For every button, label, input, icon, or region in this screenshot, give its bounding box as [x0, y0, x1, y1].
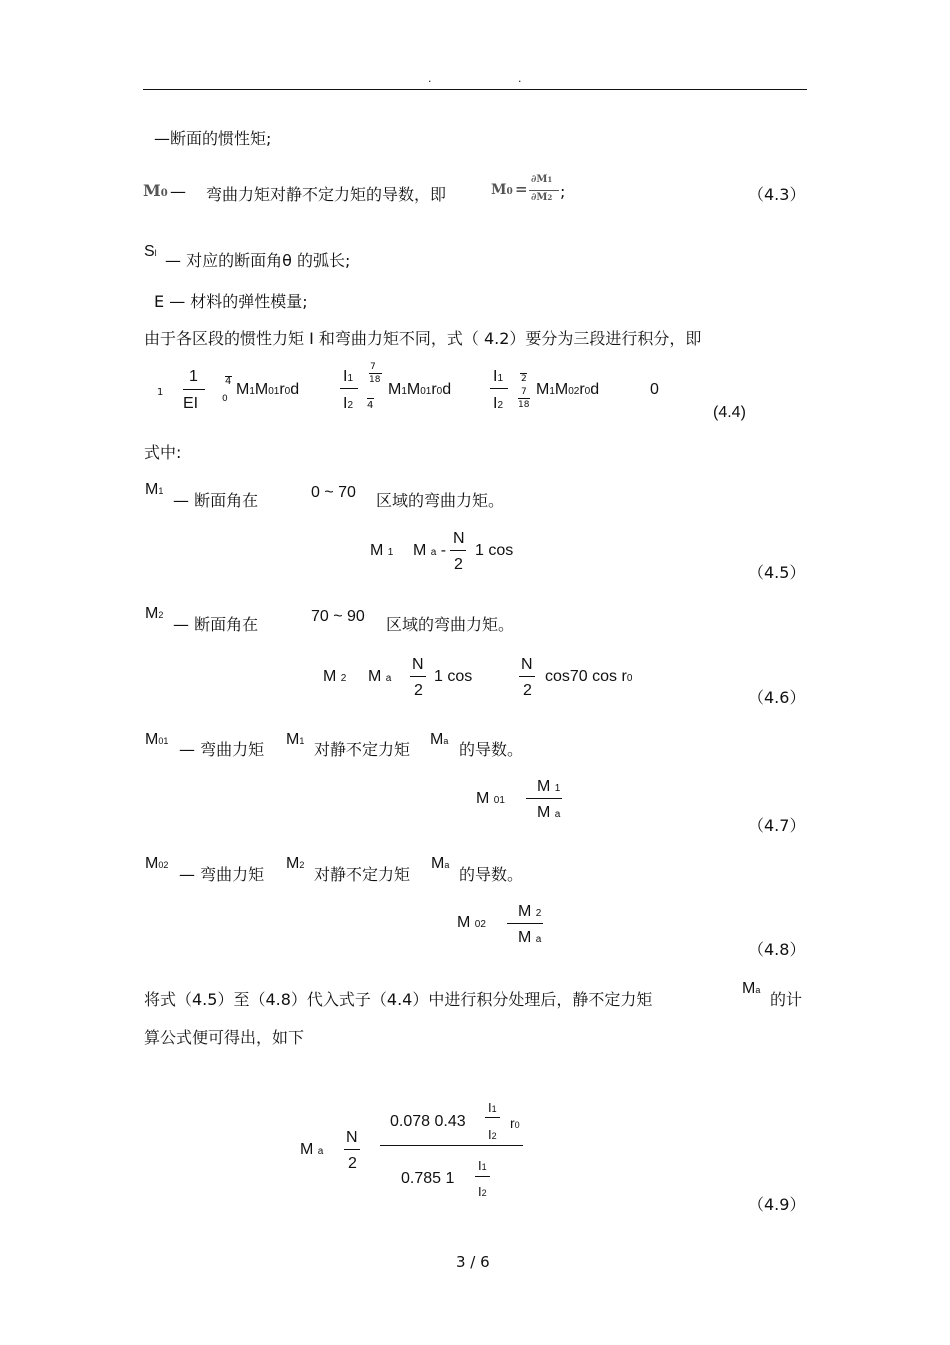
paragraph-2-line1: 将式（4.5）至（4.8）代入式子（4.4）中进行积分处理后，静不定力矩	[144, 990, 653, 1009]
m0-formula: M0 = ∂M1 ∂M2 ;	[491, 174, 566, 203]
m02-tail: 的导数。	[459, 865, 524, 884]
s-desc: — 对应的断面角θ 的弧长;	[165, 251, 351, 270]
paragraph-1: 由于各区段的惯性力矩 I 和弯曲力矩不同，式（ 4.2）要分为三段进行积分，即	[144, 329, 702, 348]
equation-4-4: 1 1 EI 4 0 M1M01r0d I1 I2 7 18 4 M1M01r0d I1 I2 2 7 18 M1M02r0d 0 (4.4)	[157, 362, 746, 421]
eq-number-4-9: （4.9）	[748, 1195, 806, 1214]
equation-4-7: M 01 M 1 M a	[476, 778, 561, 821]
eq-number-4-5: （4.5）	[748, 563, 806, 582]
header-dot: .	[428, 72, 432, 85]
m1-symbol: M1	[145, 481, 164, 498]
m1-range: 0 ~ 70	[311, 484, 356, 501]
paragraph-2-line2: 算公式便可得出，如下	[144, 1028, 305, 1047]
m02-mid: 对静不定力矩	[314, 865, 411, 884]
m0-symbol: M0	[143, 181, 168, 200]
header-dot: .	[518, 72, 522, 85]
equation-4-9: M a N 2 0.078 0.43 I1 I2 r0 0.785 1 I1 I2	[298, 1098, 538, 1208]
m0-dash: —	[170, 182, 186, 201]
m01-tail: 的导数。	[459, 740, 524, 759]
equation-4-8: M 02 M 2 M a	[457, 903, 542, 946]
m1-desc: — 断面角在	[173, 491, 259, 510]
m2-range: 70 ~ 90	[311, 608, 365, 625]
header-rule	[143, 89, 807, 90]
paragraph-2-ma-symbol: Ma	[742, 980, 761, 997]
m01-m1-symbol: M1	[286, 731, 305, 748]
m01-mid: 对静不定力矩	[314, 740, 411, 759]
eq-number-4-6: （4.6）	[748, 688, 806, 707]
m2-symbol: M2	[145, 605, 164, 622]
m01-symbol: M01	[145, 731, 169, 748]
s-symbol: Sl	[144, 243, 157, 260]
inertia-def: —断面的惯性矩;	[154, 129, 272, 148]
m01-ma-symbol: Ma	[430, 731, 449, 748]
m02-m2-symbol: M2	[286, 855, 305, 872]
m1-tail: 区域的弯曲力矩。	[376, 491, 505, 510]
m01-desc: — 弯曲力矩	[179, 740, 265, 759]
e-def: E — 材料的弹性模量;	[154, 292, 308, 311]
m02-symbol: M02	[145, 855, 169, 872]
page-number: 3 / 6	[456, 1253, 490, 1271]
m0-desc: 弯曲力矩对静不定力矩的导数，即	[206, 185, 447, 204]
m2-desc: — 断面角在	[173, 615, 259, 634]
equation-4-6: M 2 M a N 2 1 cos N 2 cos70 cos r0	[323, 656, 633, 699]
m02-ma-symbol: Ma	[431, 855, 450, 872]
paragraph-2-tail: 的计	[770, 990, 803, 1009]
m2-tail: 区域的弯曲力矩。	[386, 615, 515, 634]
m02-desc: — 弯曲力矩	[179, 865, 265, 884]
equation-4-5: M 1 M a - N 2 1 cos	[370, 530, 514, 573]
eq-number-4-8: （4.8）	[748, 940, 806, 959]
where-label: 式中:	[144, 443, 182, 462]
eq-number-4-7: （4.7）	[748, 816, 806, 835]
eq-number-4-3: （4.3）	[748, 185, 806, 204]
